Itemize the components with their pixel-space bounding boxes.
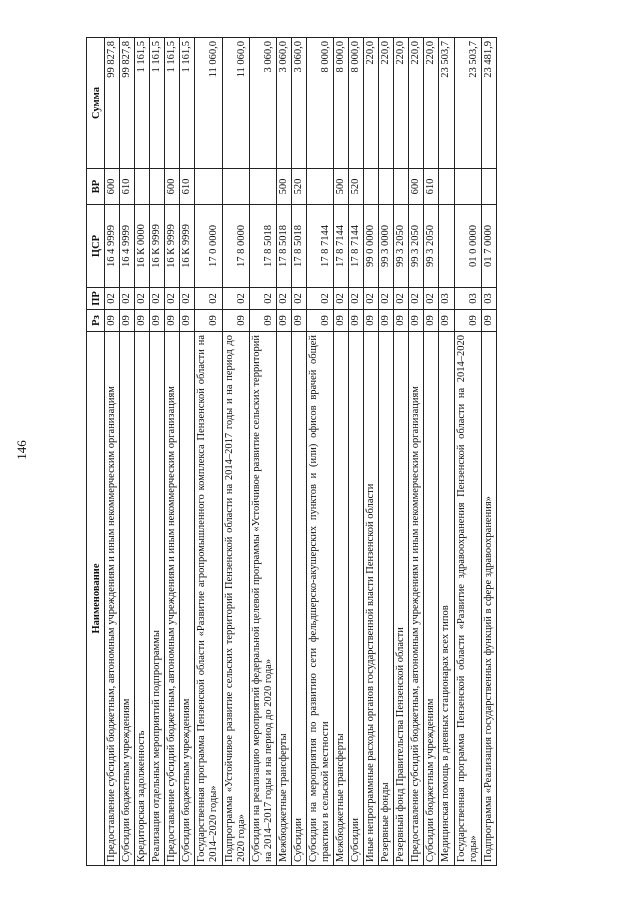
table-row — [481, 38, 496, 866]
table-row — [165, 38, 180, 866]
cell-vr: 520 — [291, 169, 306, 205]
table-row — [105, 38, 120, 866]
cell-sum: 23 503,7 — [439, 38, 454, 169]
cell-vr: 600 — [165, 169, 180, 205]
cell-csr: 17 8 5018 — [291, 205, 306, 288]
cell-name: Предоставление субсидий бюджетным, автономным учреждениям и иным некоммерческим организациям — [409, 332, 424, 866]
cell-pr: 02 — [165, 288, 180, 310]
cell-sum: 8 000,0 — [334, 38, 349, 169]
cell-vr — [439, 169, 454, 205]
cell-sum: 8 000,0 — [306, 38, 333, 169]
cell-pr: 02 — [364, 288, 379, 310]
cell-sum: 1 161,5 — [150, 38, 165, 169]
cell-pr: 02 — [394, 288, 409, 310]
table-row — [424, 38, 439, 866]
table-row — [195, 38, 222, 866]
cell-pr: 02 — [105, 288, 120, 310]
cell-csr: 16 4 9999 — [120, 205, 135, 288]
cell-name: Субсидии бюджетным учреждениям — [424, 332, 439, 866]
cell-sum: 220,0 — [424, 38, 439, 169]
cell-sum: 220,0 — [394, 38, 409, 169]
cell-csr: 01 0 0000 — [454, 205, 481, 288]
cell-vr: 610 — [120, 169, 135, 205]
budget-table-sheet — [86, 38, 554, 866]
cell-csr: 16 К 9999 — [150, 205, 165, 288]
table-row — [349, 38, 364, 866]
cell-vr — [481, 169, 496, 205]
header-csr: ЦСР — [87, 205, 105, 288]
cell-pr: 02 — [180, 288, 195, 310]
cell-vr: 600 — [409, 169, 424, 205]
cell-name: Предоставление субсидий бюджетным, автономным учреждениям и иным некоммерческим организациям — [165, 332, 180, 866]
cell-pr: 03 — [454, 288, 481, 310]
cell-sum: 99 827,8 — [120, 38, 135, 169]
cell-name: Субсидии — [291, 332, 306, 866]
cell-csr: 99 3 0000 — [379, 205, 394, 288]
cell-sum: 3 060,0 — [291, 38, 306, 169]
cell-rz: 09 — [364, 310, 379, 332]
table-row — [334, 38, 349, 866]
cell-name: Реализация отдельных мероприятий подпрограммы — [150, 332, 165, 866]
cell-sum: 1 161,5 — [180, 38, 195, 169]
cell-csr: 99 3 2050 — [394, 205, 409, 288]
cell-csr: 16 К 0000 — [135, 205, 150, 288]
cell-sum: 11 060,0 — [195, 38, 222, 169]
cell-vr — [394, 169, 409, 205]
cell-vr: 610 — [180, 169, 195, 205]
cell-name: Иные непрограммные расходы органов государственной власти Пензенской области — [364, 332, 379, 866]
header-pr: ПР — [87, 288, 105, 310]
cell-sum: 3 060,0 — [276, 38, 291, 169]
cell-pr: 02 — [150, 288, 165, 310]
cell-pr: 02 — [120, 288, 135, 310]
cell-rz: 09 — [150, 310, 165, 332]
cell-pr: 02 — [135, 288, 150, 310]
cell-name: Межбюджетные трансферты — [334, 332, 349, 866]
cell-csr: 16 К 9999 — [165, 205, 180, 288]
header-name: Наименование — [87, 332, 105, 866]
cell-sum: 1 161,5 — [165, 38, 180, 169]
table-row — [394, 38, 409, 866]
cell-sum: 99 827,8 — [105, 38, 120, 169]
cell-csr: 17 8 7144 — [306, 205, 333, 288]
table-row — [249, 38, 276, 866]
table-row — [291, 38, 306, 866]
cell-pr: 03 — [439, 288, 454, 310]
cell-csr: 17 0 0000 — [195, 205, 222, 288]
cell-sum: 1 161,5 — [135, 38, 150, 169]
cell-csr: 99 3 2050 — [409, 205, 424, 288]
cell-rz: 09 — [349, 310, 364, 332]
cell-vr: 500 — [334, 169, 349, 205]
cell-rz: 09 — [454, 310, 481, 332]
table-row — [364, 38, 379, 866]
cell-vr: 500 — [276, 169, 291, 205]
cell-name: Резервный фонд Правительства Пензенской области — [394, 332, 409, 866]
cell-vr — [306, 169, 333, 205]
cell-name: Субсидии бюджетным учреждениям — [180, 332, 195, 866]
cell-name: Субсидии на мероприятия по развитию сети фельдшерско-акушерских пунктов и (или) офисов врачей общей практики в сельской местности — [306, 332, 333, 866]
cell-name: Государственная программа Пензенской области «Развитие здравоохранения Пензенской области на 2014–2020 годы» — [454, 332, 481, 866]
header-vr: ВР — [87, 169, 105, 205]
cell-name: Кредиторская задолженность — [135, 332, 150, 866]
cell-csr: 16 4 9999 — [105, 205, 120, 288]
cell-csr: 17 8 5018 — [276, 205, 291, 288]
cell-pr: 02 — [249, 288, 276, 310]
cell-csr: 17 8 7144 — [334, 205, 349, 288]
cell-rz: 09 — [222, 310, 249, 332]
cell-name: Субсидии на реализацию мероприятий федеральной целевой программы «Устойчивое развитие сельских территорий на 2014–2017 годы и на период до 2020 года» — [249, 332, 276, 866]
cell-csr: 16 К 9999 — [180, 205, 195, 288]
cell-pr: 03 — [481, 288, 496, 310]
cell-pr: 02 — [334, 288, 349, 310]
cell-name: Субсидии бюджетным учреждениям — [120, 332, 135, 866]
table-row — [222, 38, 249, 866]
cell-vr — [135, 169, 150, 205]
cell-pr: 02 — [409, 288, 424, 310]
cell-rz: 09 — [439, 310, 454, 332]
cell-csr: 01 7 0000 — [481, 205, 496, 288]
table-row — [180, 38, 195, 866]
cell-rz: 09 — [105, 310, 120, 332]
cell-pr: 02 — [424, 288, 439, 310]
cell-rz: 09 — [276, 310, 291, 332]
cell-rz: 09 — [394, 310, 409, 332]
cell-vr — [379, 169, 394, 205]
cell-name: Подпрограмма «Устойчивое развитие сельских территорий Пензенской области на 2014–2017 годы и на период до 2020 года» — [222, 332, 249, 866]
cell-sum: 11 060,0 — [222, 38, 249, 169]
cell-rz: 09 — [306, 310, 333, 332]
cell-csr: 17 8 5018 — [249, 205, 276, 288]
cell-vr — [454, 169, 481, 205]
cell-csr: 17 8 0000 — [222, 205, 249, 288]
cell-rz: 09 — [379, 310, 394, 332]
table-row — [379, 38, 394, 866]
cell-vr — [364, 169, 379, 205]
cell-csr: 99 0 0000 — [364, 205, 379, 288]
table-row — [120, 38, 135, 866]
table-row — [439, 38, 454, 866]
cell-csr: 17 8 7144 — [349, 205, 364, 288]
cell-sum: 220,0 — [364, 38, 379, 169]
header-rz: Рз — [87, 310, 105, 332]
budget-table — [86, 37, 497, 866]
cell-vr — [150, 169, 165, 205]
cell-vr: 610 — [424, 169, 439, 205]
cell-sum: 8 000,0 — [349, 38, 364, 169]
cell-name: Резервные фонды — [379, 332, 394, 866]
cell-rz: 09 — [409, 310, 424, 332]
cell-rz: 09 — [120, 310, 135, 332]
cell-rz: 09 — [180, 310, 195, 332]
table-row — [409, 38, 424, 866]
cell-rz: 09 — [135, 310, 150, 332]
cell-rz: 09 — [481, 310, 496, 332]
cell-sum: 3 060,0 — [249, 38, 276, 169]
table-row — [150, 38, 165, 866]
cell-pr: 02 — [349, 288, 364, 310]
header-sum: Сумма — [87, 38, 105, 169]
cell-name: Межбюджетные трансферты — [276, 332, 291, 866]
cell-pr: 02 — [291, 288, 306, 310]
cell-csr — [439, 205, 454, 288]
cell-rz: 09 — [165, 310, 180, 332]
cell-rz: 09 — [291, 310, 306, 332]
cell-name: Предоставление субсидий бюджетным, автономным учреждениям и иным некоммерческим организациям — [105, 332, 120, 866]
cell-rz: 09 — [424, 310, 439, 332]
table-row — [276, 38, 291, 866]
cell-pr: 02 — [195, 288, 222, 310]
cell-rz: 09 — [249, 310, 276, 332]
table-header-row — [87, 38, 105, 866]
cell-rz: 09 — [195, 310, 222, 332]
cell-pr: 02 — [306, 288, 333, 310]
cell-pr: 02 — [276, 288, 291, 310]
cell-vr — [249, 169, 276, 205]
cell-rz: 09 — [334, 310, 349, 332]
page-number: 146 — [14, 440, 29, 460]
cell-sum: 23 503,7 — [454, 38, 481, 169]
cell-vr: 520 — [349, 169, 364, 205]
table-row — [135, 38, 150, 866]
table-row — [306, 38, 333, 866]
cell-csr: 99 3 2050 — [424, 205, 439, 288]
cell-sum: 23 481,9 — [481, 38, 496, 169]
cell-sum: 220,0 — [409, 38, 424, 169]
cell-name: Подпрограмма «Реализация государственных функций в сфере здравоохранения» — [481, 332, 496, 866]
cell-name: Субсидии — [349, 332, 364, 866]
cell-vr: 600 — [105, 169, 120, 205]
cell-pr: 02 — [222, 288, 249, 310]
cell-name: Государственная программа Пензенской области «Развитие агропромышленного комплекса Пензенской области на 2014–2020 годы» — [195, 332, 222, 866]
cell-sum: 220,0 — [379, 38, 394, 169]
cell-pr: 02 — [379, 288, 394, 310]
cell-vr — [222, 169, 249, 205]
cell-name: Медицинская помощь в дневных стационарах всех типов — [439, 332, 454, 866]
cell-vr — [195, 169, 222, 205]
table-row — [454, 38, 481, 866]
